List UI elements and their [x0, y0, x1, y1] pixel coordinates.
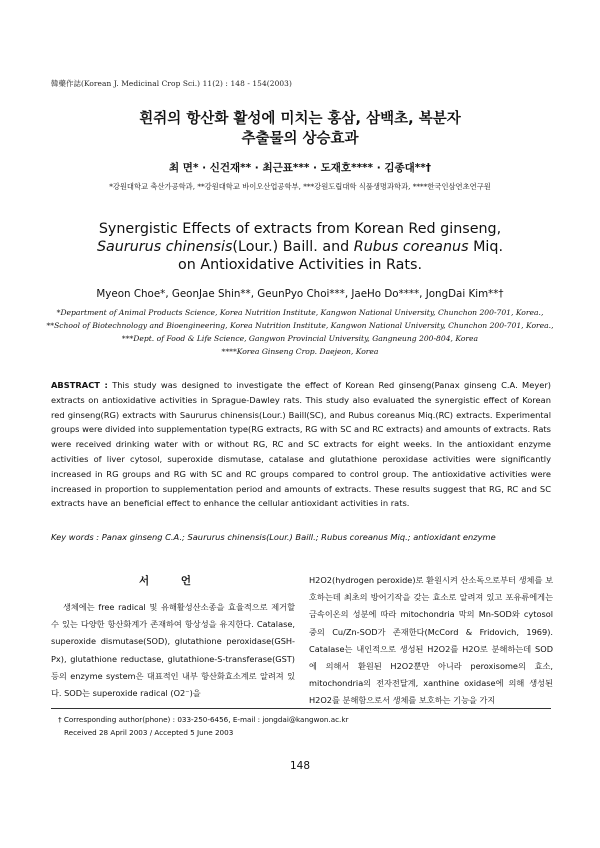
english-title-line-2	[0, 239, 600, 255]
section-heading-introduction: 서 언	[139, 575, 205, 587]
english-title-species-1: Saururus chinensis	[96, 239, 233, 255]
abstract-text: This study was designed to investigate the effect of Korean Red ginseng(Panax ginseng C.A. Meyer) extracts on antioxidative activities in Sprague-Dawley rats. This study also evaluated the synergistic effect of Korean red ginseng(RG) extracts with Saururus chinensis(Lour.) Baill(SC), and Rubus coreanus Miq.(RC) extracts. Experimental groups were divided into supplementation type(RG extracts, RG with SC and RC extracts) and amounts of extracts. Rats were received drinking water with or without RG, RC and SC extracts for eight weeks. In the antioxidant enzyme activities of liver cytosol, superoxide dismutase, catalase and glutathione peroxidase activities were significantly increased in RG groups and RG with SC and RC groups compared to control group. The antioxidative activities were increased in proportion to supplementation period and amounts of extracts. These results suggest that RG, RC and SC extracts have an beneficial effect to enhance the cellular antioxidant activities in rats.	[51, 380, 551, 509]
korean-title-line-1: 흰쥐의 항산화 활성에 미치는 홍삼, 삼백초, 복분자	[139, 111, 461, 127]
english-authors: Myeon Choe*, GeonJae Shin**, GeunPyo Choi***, JaeHo Do****, JongDai Kim**†	[96, 288, 504, 300]
korean-authors: 최 면* · 신건재** · 최근표*** · 도재호**** · 김종대**†	[169, 162, 431, 174]
page-number: 148	[289, 760, 311, 772]
abstract-label: ABSTRACT :	[51, 380, 108, 390]
abstract	[51, 378, 551, 511]
english-affiliation-4: ****Korea Ginseng Crop. Daejeon, Korea	[221, 347, 379, 356]
body-left-column: 생체에는 free radical 및 유해활성산소종을 효율적으로 제거할 수 있는 다양한 항산화계가 존재하여 항상성을 유지한다. Catalase, superoxide dismutase(SOD), glutathione peroxidase(GSH-Px), glutathione reductase, glutathione-S-transferase(GST) 등의 enzyme system은 대표적인 내부 항산화효소계로 알려져 있다. SOD는 superoxide radical (O2⁻)을	[51, 602, 295, 699]
korean-affiliations: *강원대학교 축산가공학과, **강원대학교 바이오산업공학부, ***강원도립대학 식품생명과학과, ****한국인삼연초연구원	[109, 182, 491, 191]
korean-title-line-2: 추출물의 상승효과	[241, 131, 359, 147]
english-affiliation-1: *Department of Animal Products Science, Korea Nutrition Institute, Kangwon National University, Chunchon 200-701, Korea.,	[56, 308, 544, 317]
corresponding-author-footnote: † Corresponding author(phone) : 033-250-6456, E-mail : jongdai@kangwon.ac.kr	[58, 715, 349, 724]
english-title-end: Miq.	[468, 239, 504, 255]
english-title-species-2: Rubus coreanus	[353, 239, 469, 255]
footnote-divider	[51, 708, 551, 709]
received-accepted-footnote: Received 28 April 2003 / Accepted 5 June 2003	[64, 728, 234, 737]
english-title-line-3: on Antioxidative Activities in Rats.	[177, 257, 423, 273]
journal-reference: 韓藥作誌(Korean J. Medicinal Crop Sci.) 11(2) : 148 - 154(2003)	[51, 79, 292, 88]
body-right-column: H2O2(hydrogen peroxide)로 환원시켜 산소독으로부터 생체를 보호하는데 최초의 방어기작을 갖는 효소로 알려져 있고 포유류에게는 금속이온의 성분에 따라 mitochondria 막의 Mn-SOD와 cytosol 중의 Cu/Zn-SOD가 존재한다(McCord & Fridovich, 1969). Catalase는 내인적으로 생성된 H2O2를 H2O로 분해하는데 SOD에 의해서 환원된 H2O2뿐만 아니라 peroxisome의 효소, mitochondria의 전자전달계, xanthine oxidase에 의해 생성된 H2O2를 분해함으로서 생체를 보호하는 기능을 가지	[309, 575, 553, 706]
english-title-mid: (Lour.) Baill. and	[232, 239, 354, 255]
english-affiliation-3: ***Dept. of Food & Life Science, Gangwon Provincial University, Gangneung 200-804, Korea	[121, 334, 479, 343]
english-title-line-1: Synergistic Effects of extracts from Korean Red ginseng,	[98, 221, 502, 237]
keywords: Key words : Panax ginseng C.A.; Saururus chinensis(Lour.) Baill.; Rubus coreanus Miq.; antioxidant enzyme	[51, 532, 496, 542]
english-affiliation-2: **School of Biotechnology and Bioengineering, Korea Nutrition Institute, Kangwon National University, Chunchon 200-701, Korea.,	[46, 321, 554, 330]
